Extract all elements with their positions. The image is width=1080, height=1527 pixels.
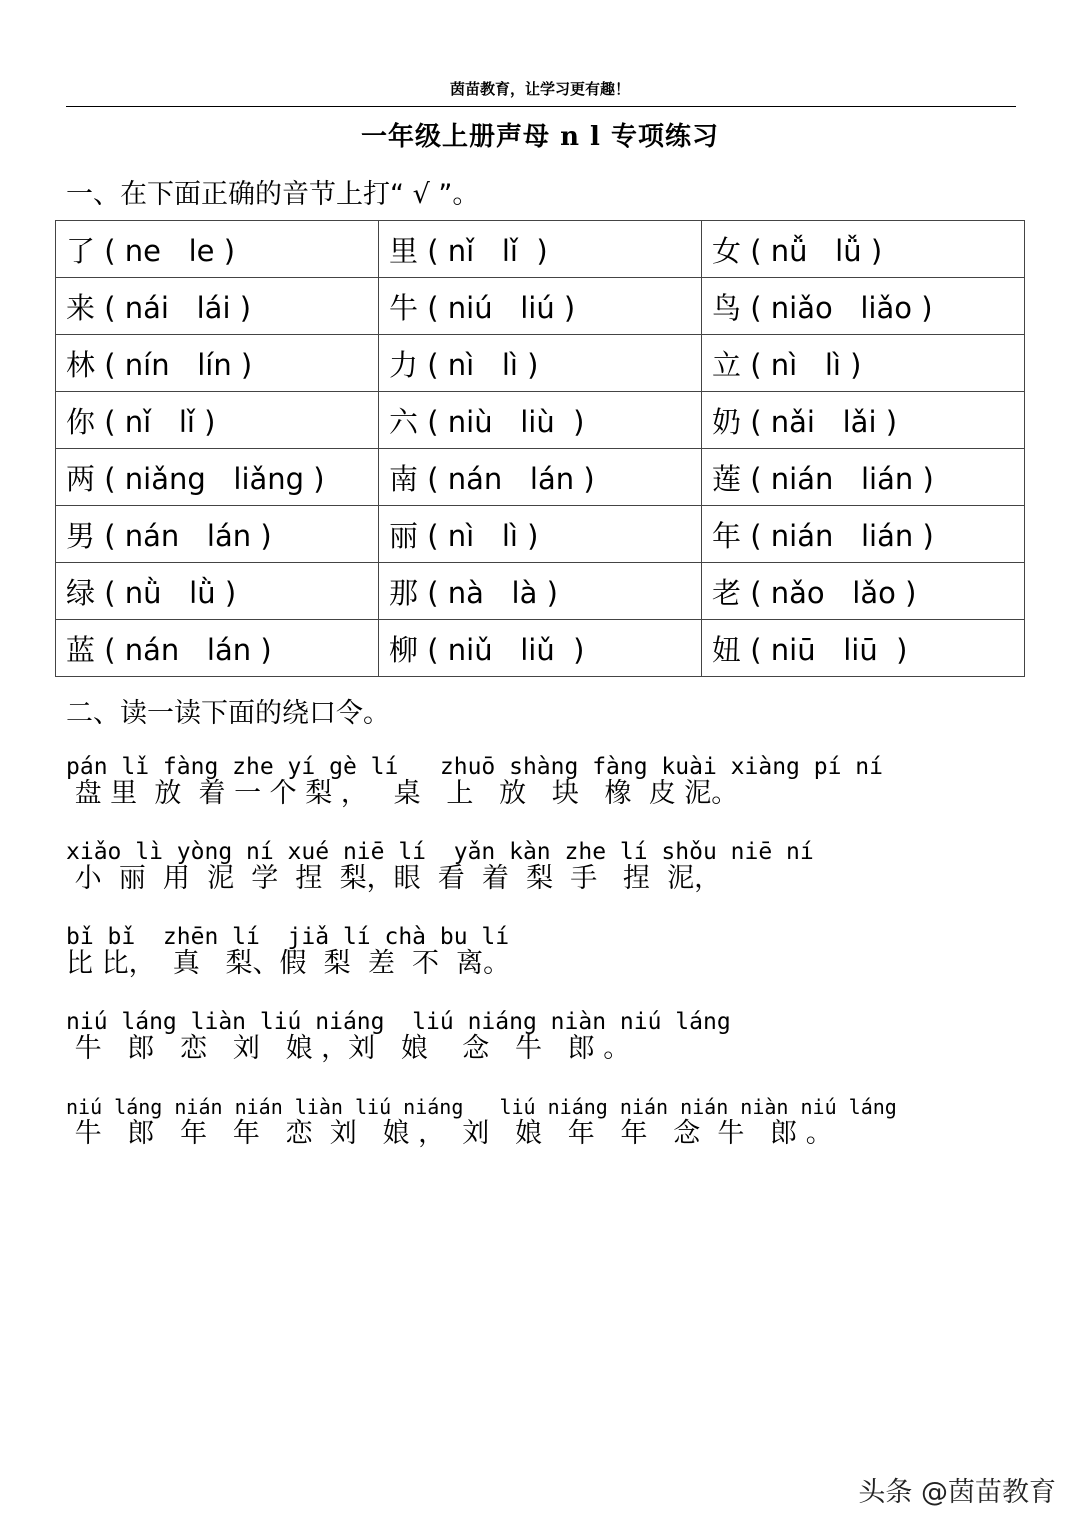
hanzi-text: 小 丽 用 泥 学 捏 梨，眼 看 着 梨 手 捏 泥，: [66, 863, 722, 894]
syllable-exercise-table: [55, 220, 1025, 677]
table-cell[interactable]: 你 ( nǐ lǐ ): [56, 392, 379, 449]
table-cell[interactable]: 奶 ( nǎi lǎi ): [702, 392, 1025, 449]
pinyin-text: bǐ bǐ zhēn lí jiǎ lí chà bu lí: [66, 924, 510, 950]
table-cell[interactable]: 男 ( nán lán ): [56, 506, 379, 563]
hanzi-text: 盘 里 放 着 一 个 梨 ， 桌 上 放 块 橡 皮 泥。: [66, 778, 739, 809]
table-cell[interactable]: 两 ( niǎng liǎng ): [56, 449, 379, 506]
table-cell[interactable]: 女 ( nǚ lǚ ): [702, 221, 1025, 278]
page-title: 一年级上册声母 n l 专项练习: [361, 122, 719, 152]
table-cell[interactable]: 绿 ( nǜ lǜ ): [56, 563, 379, 620]
table-row: [56, 221, 1025, 278]
table-cell[interactable]: 来 ( nái lái ): [56, 278, 379, 335]
table-row: [56, 335, 1025, 392]
table-cell[interactable]: 柳 ( niǔ liǔ ): [379, 620, 702, 677]
table-cell[interactable]: 南 ( nán lán ): [379, 449, 702, 506]
table-cell[interactable]: 鸟 ( niǎo liǎo ): [702, 278, 1025, 335]
table-cell[interactable]: 老 ( nǎo lǎo ): [702, 563, 1025, 620]
table-cell[interactable]: 牛 ( niú liú ): [379, 278, 702, 335]
source-watermark: 头条 @茵苗教育: [858, 1477, 1056, 1508]
table-cell[interactable]: 蓝 ( nán lán ): [56, 620, 379, 677]
section2-heading: 二、读一读下面的绕口令。: [66, 698, 390, 729]
table-row: [56, 449, 1025, 506]
hanzi-text: 牛 郎 恋 刘 娘 ，刘 娘 念 牛 郎 。: [66, 1033, 631, 1064]
pinyin-text: xiǎo lì yòng ní xué niē lí yǎn kàn zhe lí shǒu niē ní: [66, 839, 814, 865]
table-cell[interactable]: 莲 ( nián lián ): [702, 449, 1025, 506]
table-row: [56, 392, 1025, 449]
table-cell[interactable]: 年 ( nián lián ): [702, 506, 1025, 563]
table-cell[interactable]: 丽 ( nì lì ): [379, 506, 702, 563]
pinyin-text: pán lǐ fàng zhe yí gè lí zhuō shàng fàng kuài xiàng pí ní: [66, 754, 883, 780]
header-slogan: 茵苗教育，让学习更有趣！: [449, 80, 630, 98]
table-cell[interactable]: 林 ( nín lín ): [56, 335, 379, 392]
table-cell[interactable]: 那 ( nà là ): [379, 563, 702, 620]
table-row: [56, 563, 1025, 620]
table-cell[interactable]: 里 ( nǐ lǐ ): [379, 221, 702, 278]
pinyin-text: niú láng nián nián liàn liú niáng liú niáng nián nián niàn niú láng: [66, 1095, 897, 1119]
hanzi-text: 比 比， 真 梨、假 梨 差 不 离。: [66, 948, 511, 979]
table-row: [56, 620, 1025, 677]
table-cell[interactable]: 六 ( niù liù ): [379, 392, 702, 449]
section1-heading: 一、在下面正确的音节上打“ √ ”。: [66, 179, 480, 210]
hanzi-text: 牛 郎 年 年 恋 刘 娘 ， 刘 娘 年 年 念 牛 郎 。: [66, 1118, 833, 1149]
table-row: [56, 506, 1025, 563]
table-cell[interactable]: 力 ( nì lì ): [379, 335, 702, 392]
table-row: [56, 278, 1025, 335]
table-cell[interactable]: 了 ( ne le ): [56, 221, 379, 278]
table-cell[interactable]: 妞 ( niū liū ): [702, 620, 1025, 677]
table-cell[interactable]: 立 ( nì lì ): [702, 335, 1025, 392]
header-divider: [66, 106, 1016, 107]
pinyin-text: niú láng liàn liú niáng liú niáng niàn niú láng: [66, 1009, 731, 1035]
